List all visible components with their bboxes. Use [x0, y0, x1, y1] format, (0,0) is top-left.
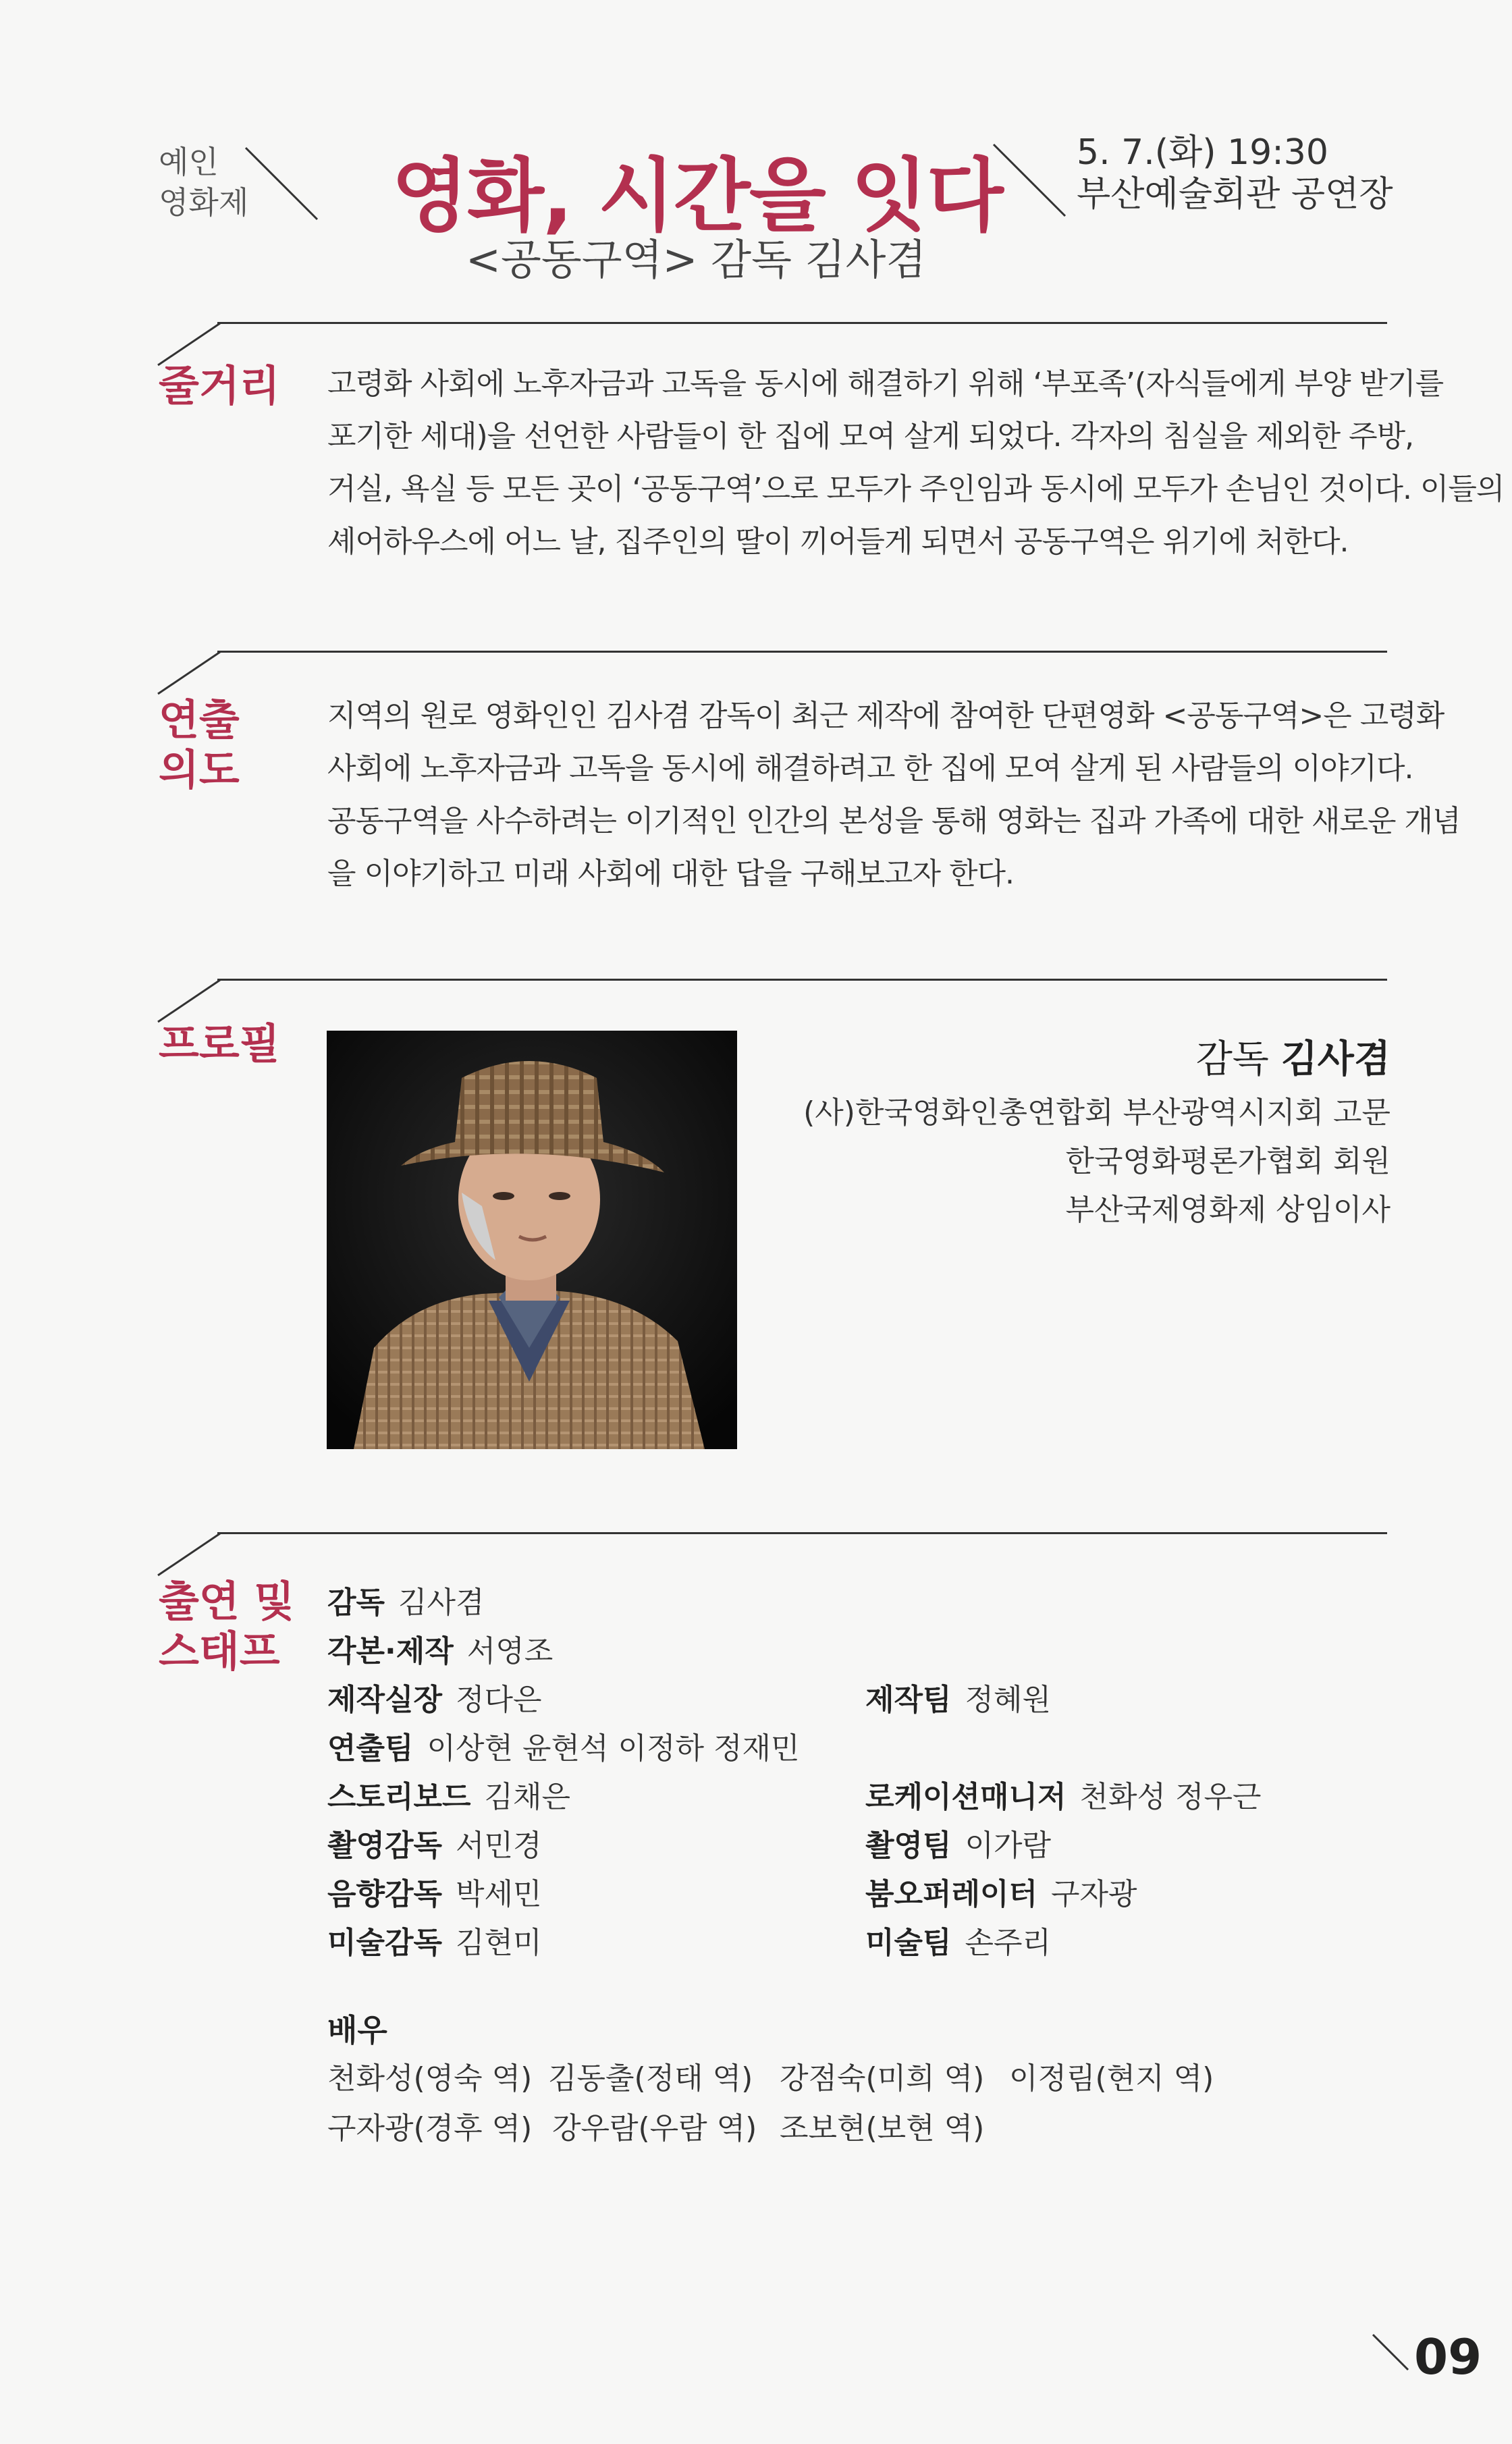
- cast-heading: 배우: [327, 2012, 387, 2048]
- cast-member: 천화성(영숙 역): [327, 2061, 533, 2096]
- credit-name: 천화성 정우근: [1079, 1780, 1262, 1814]
- festival-label-line-1: 예인: [159, 144, 219, 180]
- credit-entry: [327, 1724, 800, 1767]
- credits-heading-line-1: 출연 및: [159, 1577, 295, 1626]
- credit-role: 스토리보드: [327, 1780, 471, 1814]
- credit-name: 구자광: [1051, 1877, 1137, 1911]
- credit-name: 정다은: [456, 1683, 542, 1717]
- cast-member: 조보현(보현 역): [780, 2111, 985, 2146]
- director-role: 감독: [1195, 1037, 1269, 1081]
- credit-name: 김사겸: [398, 1585, 485, 1620]
- intent-body: [327, 690, 1461, 900]
- event-venue: 부산예술회관 공연장: [1077, 174, 1393, 215]
- credit-role: 음향감독: [327, 1877, 443, 1911]
- synopsis-body: [327, 358, 1505, 568]
- credit-name: 김현미: [456, 1926, 542, 1960]
- credit-name: 정혜원: [965, 1683, 1052, 1717]
- cast-member: 이정림(현지 역): [1009, 2061, 1214, 2096]
- credits-heading: [159, 1577, 294, 1677]
- credit-name: 김채은: [484, 1780, 571, 1814]
- intent-heading: [159, 695, 240, 795]
- page-number-slash: [1370, 2332, 1411, 2372]
- profile-line: 부산국제영화제 상임이사: [1065, 1193, 1390, 1227]
- cast-member: 김동출(정태 역): [548, 2061, 753, 2096]
- credit-role: 미술팀: [865, 1926, 952, 1960]
- header-slash-left: [243, 145, 321, 223]
- credit-name: 손주리: [965, 1926, 1052, 1960]
- credit-entry: [327, 1772, 570, 1816]
- intent-line: 사회에 노후자금과 고독을 동시에 해결하려고 한 집에 모여 살게 된 사람들의 이야기다.: [327, 751, 1413, 786]
- credit-entry: [327, 1821, 542, 1864]
- synopsis-line: 포기한 세대)을 선언한 사람들이 한 집에 모여 살게 되었다. 각자의 침실을 제외한 주방,: [327, 419, 1414, 454]
- intent-heading-line-2: 의도: [159, 745, 240, 794]
- intent-line: 을 이야기하고 미래 사회에 대한 답을 구해보고자 한다.: [327, 857, 1014, 891]
- synopsis-line: 거실, 욕실 등 모든 곳이 ‘공동구역’으로 모두가 주인임과 동시에 모두가 손님인 것이다. 이들의: [327, 472, 1505, 506]
- profile-divider: [217, 979, 1387, 981]
- intent-line: 지역의 원로 영화인인 김사겸 감독이 최근 제작에 참여한 단편영화 <공동구역>은 고령화: [327, 699, 1444, 733]
- credit-role: 촬영팀: [865, 1828, 952, 1863]
- credit-entry: [327, 1578, 485, 1621]
- profile-heading: 프로필: [159, 1019, 280, 1068]
- credit-name: 박세민: [456, 1877, 542, 1911]
- credit-name: 서영조: [466, 1634, 554, 1668]
- header-slash-right: [991, 142, 1069, 219]
- credit-name: 이가람: [965, 1828, 1052, 1863]
- profile-divider-hook: [155, 977, 223, 1025]
- credit-entry: [327, 1675, 542, 1718]
- credits-divider-hook: [155, 1531, 223, 1578]
- intent-divider: [217, 651, 1387, 653]
- intent-heading-line-1: 연출: [159, 695, 240, 744]
- credit-entry: [865, 1675, 1051, 1718]
- page-subtitle: <공동구역> 감독 김사겸: [466, 235, 927, 284]
- intent-line: 공동구역을 사수하려는 이기적인 인간의 본성을 통해 영화는 집과 가족에 대한 새로운 개념: [327, 804, 1461, 838]
- event-info: [1077, 132, 1393, 215]
- synopsis-divider: [217, 322, 1387, 324]
- credits-heading-line-2: 스태프: [159, 1627, 280, 1676]
- director-photo: [327, 1031, 737, 1449]
- profile-line: (사)한국영화인총연합회 부산광역시지회 고문: [803, 1095, 1390, 1130]
- credit-role: 감독: [327, 1585, 385, 1620]
- credit-role: 연출팀: [327, 1731, 414, 1766]
- credit-entry: [327, 1870, 542, 1913]
- credit-role: 각본·제작: [327, 1634, 454, 1668]
- page-title: 영화, 시간을 잇다: [392, 149, 1002, 242]
- credit-name: 서민경: [456, 1828, 542, 1863]
- festival-label-line-2: 영화제: [159, 184, 249, 221]
- credit-entry: [327, 1918, 542, 1961]
- credit-entry: [865, 1918, 1051, 1961]
- director-name-text: 김사겸: [1280, 1037, 1390, 1081]
- credit-entry: [865, 1821, 1051, 1864]
- credit-role: 미술감독: [327, 1926, 443, 1960]
- event-date: 5. 7.(화) 19:30: [1077, 132, 1328, 173]
- synopsis-heading: 줄거리: [159, 361, 280, 410]
- profile-line: 한국영화평론가협회 회원: [1065, 1144, 1390, 1178]
- credit-role: 붐오퍼레이터: [865, 1877, 1038, 1911]
- cast-member: 강우람(우람 역): [552, 2111, 757, 2146]
- credit-entry: [327, 1627, 553, 1670]
- credit-entry: [865, 1772, 1262, 1816]
- festival-label: [159, 142, 248, 223]
- credits-divider: [217, 1532, 1387, 1534]
- synopsis-line: 고령화 사회에 노후자금과 고독을 동시에 해결하기 위해 ‘부포족’(자식들에게 부양 받기를: [327, 366, 1444, 401]
- credit-role: 로케이션매니저: [865, 1780, 1066, 1814]
- director-name: [1196, 1029, 1390, 1083]
- credit-entry: [865, 1870, 1137, 1913]
- credit-role: 제작팀: [865, 1683, 952, 1717]
- intent-divider-hook: [155, 649, 223, 697]
- synopsis-line: 셰어하우스에 어느 날, 집주인의 딸이 끼어들게 되면서 공동구역은 위기에 처한다.: [327, 524, 1349, 559]
- cast-member: 구자광(경후 역): [327, 2111, 533, 2146]
- credit-role: 촬영감독: [327, 1828, 443, 1863]
- credit-name: 이상현 윤현석 이정하 정재민: [427, 1731, 800, 1766]
- cast-member: 강점숙(미희 역): [780, 2061, 985, 2096]
- credit-role: 제작실장: [327, 1683, 443, 1717]
- page-number: 09: [1414, 2329, 1482, 2385]
